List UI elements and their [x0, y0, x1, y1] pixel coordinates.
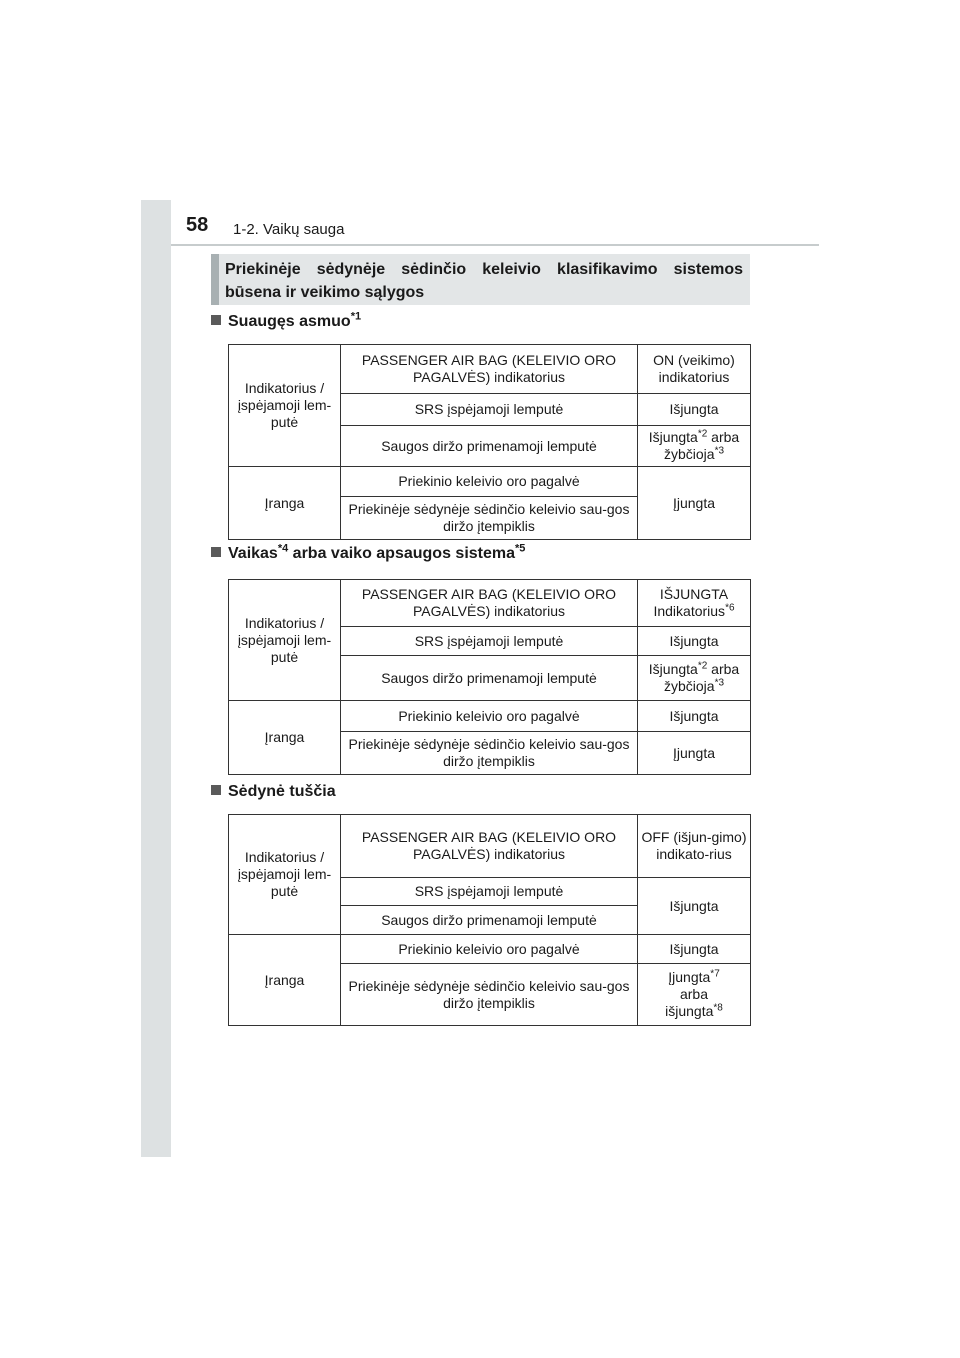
heading-text [225, 258, 743, 304]
pretensioner-state-cell: Įjungta$^{*7}$ arba išjungta$^{*8}$ [638, 964, 751, 1026]
pab-state-cell: OFF (išjun-gimo) indikato-rius [638, 815, 751, 878]
indicators-label-cell: Indikatorius / įspėjamoji lem-putė [229, 815, 341, 935]
pab-indicator-cell: PASSENGER AIR BAG (KELEIVIO ORO PAGALVĖS) indikatorius [341, 345, 638, 394]
equipment-label-cell: Įranga [229, 935, 341, 1026]
srs-lamp-cell: SRS įspėjamoji lemputė [341, 878, 638, 906]
heading-line-1: Priekinėje sėdynėje sėdinčio keleivio klasifikavimo sistemos [225, 261, 743, 278]
table-child [228, 579, 751, 775]
table-row [229, 815, 751, 878]
pab-state-cell: ON (veikimo) indikatorius [638, 345, 751, 394]
belt-state-cell: Išjungta$^{*2}$ arba žybčioja$^{*3}$ [638, 426, 751, 467]
srs-lamp-cell: SRS įspėjamoji lemputė [341, 627, 638, 656]
pretensioner-state-cell: Įjungta [638, 732, 751, 775]
table-adult [228, 344, 751, 540]
square-bullet-icon [211, 785, 221, 795]
section-title-empty-seat: Sėdynė tuščia [211, 783, 336, 801]
pretensioner-cell: Priekinėje sėdynėje sėdinčio keleivio sau-gos diržo įtempiklis [341, 732, 638, 775]
side-tab-band [141, 200, 171, 1157]
srs-belt-state-cell: Išjungta [638, 878, 751, 935]
square-bullet-icon [211, 315, 221, 325]
equipment-label-cell: Įranga [229, 701, 341, 775]
indicators-label-cell: Indikatorius / įspėjamoji lem-putė [229, 580, 341, 701]
heading-line-2: būsena ir veikimo sąlygos [225, 284, 425, 301]
heading-box [211, 254, 750, 305]
table-row [229, 701, 751, 732]
page-number: 58 [186, 214, 209, 236]
table-row [229, 345, 751, 394]
header-rule [171, 244, 819, 246]
srs-state-cell: Išjungta [638, 627, 751, 656]
belt-reminder-cell: Saugos diržo primenamoji lemputė [341, 426, 638, 467]
indicators-label-cell: Indikatorius / įspėjamoji lem-putė [229, 345, 341, 467]
section-title-adult: Suaugęs asmuo$^{*1}$ [211, 313, 361, 331]
airbag-cell: Priekinio keleivio oro pagalvė [341, 935, 638, 964]
airbag-state-cell: Išjungta [638, 935, 751, 964]
pab-indicator-cell: PASSENGER AIR BAG (KELEIVIO ORO PAGALVĖS) indikatorius [341, 580, 638, 627]
pretensioner-cell: Priekinėje sėdynėje sėdinčio keleivio sau-gos diržo įtempiklis [341, 964, 638, 1026]
section-title-child: Vaikas$^{*4}$ arba vaiko apsaugos sistema$^{*5}$ [211, 545, 525, 563]
belt-reminder-cell: Saugos diržo primenamoji lemputė [341, 906, 638, 935]
pretensioner-cell: Priekinėje sėdynėje sėdinčio keleivio sau-gos diržo įtempiklis [341, 497, 638, 540]
table-row [229, 935, 751, 964]
belt-state-cell: Išjungta$^{*2}$ arba žybčioja$^{*3}$ [638, 656, 751, 701]
airbag-state-cell: Išjungta [638, 701, 751, 732]
section-label: 1-2. Vaikų sauga [233, 221, 345, 238]
airbag-cell: Priekinio keleivio oro pagalvė [341, 701, 638, 732]
belt-reminder-cell: Saugos diržo primenamoji lemputė [341, 656, 638, 701]
table-empty-seat [228, 814, 751, 1026]
airbag-cell: Priekinio keleivio oro pagalvė [341, 467, 638, 497]
equipment-state-cell: Įjungta [638, 467, 751, 540]
equipment-label-cell: Įranga [229, 467, 341, 540]
srs-state-cell: Išjungta [638, 394, 751, 426]
pab-indicator-cell: PASSENGER AIR BAG (KELEIVIO ORO PAGALVĖS) indikatorius [341, 815, 638, 878]
table-row [229, 467, 751, 497]
square-bullet-icon [211, 547, 221, 557]
pab-state-cell: IŠJUNGTA Indikatorius$^{*6}$ [638, 580, 751, 627]
srs-lamp-cell: SRS įspėjamoji lemputė [341, 394, 638, 426]
table-row [229, 580, 751, 627]
heading-accent-bar [211, 254, 219, 305]
